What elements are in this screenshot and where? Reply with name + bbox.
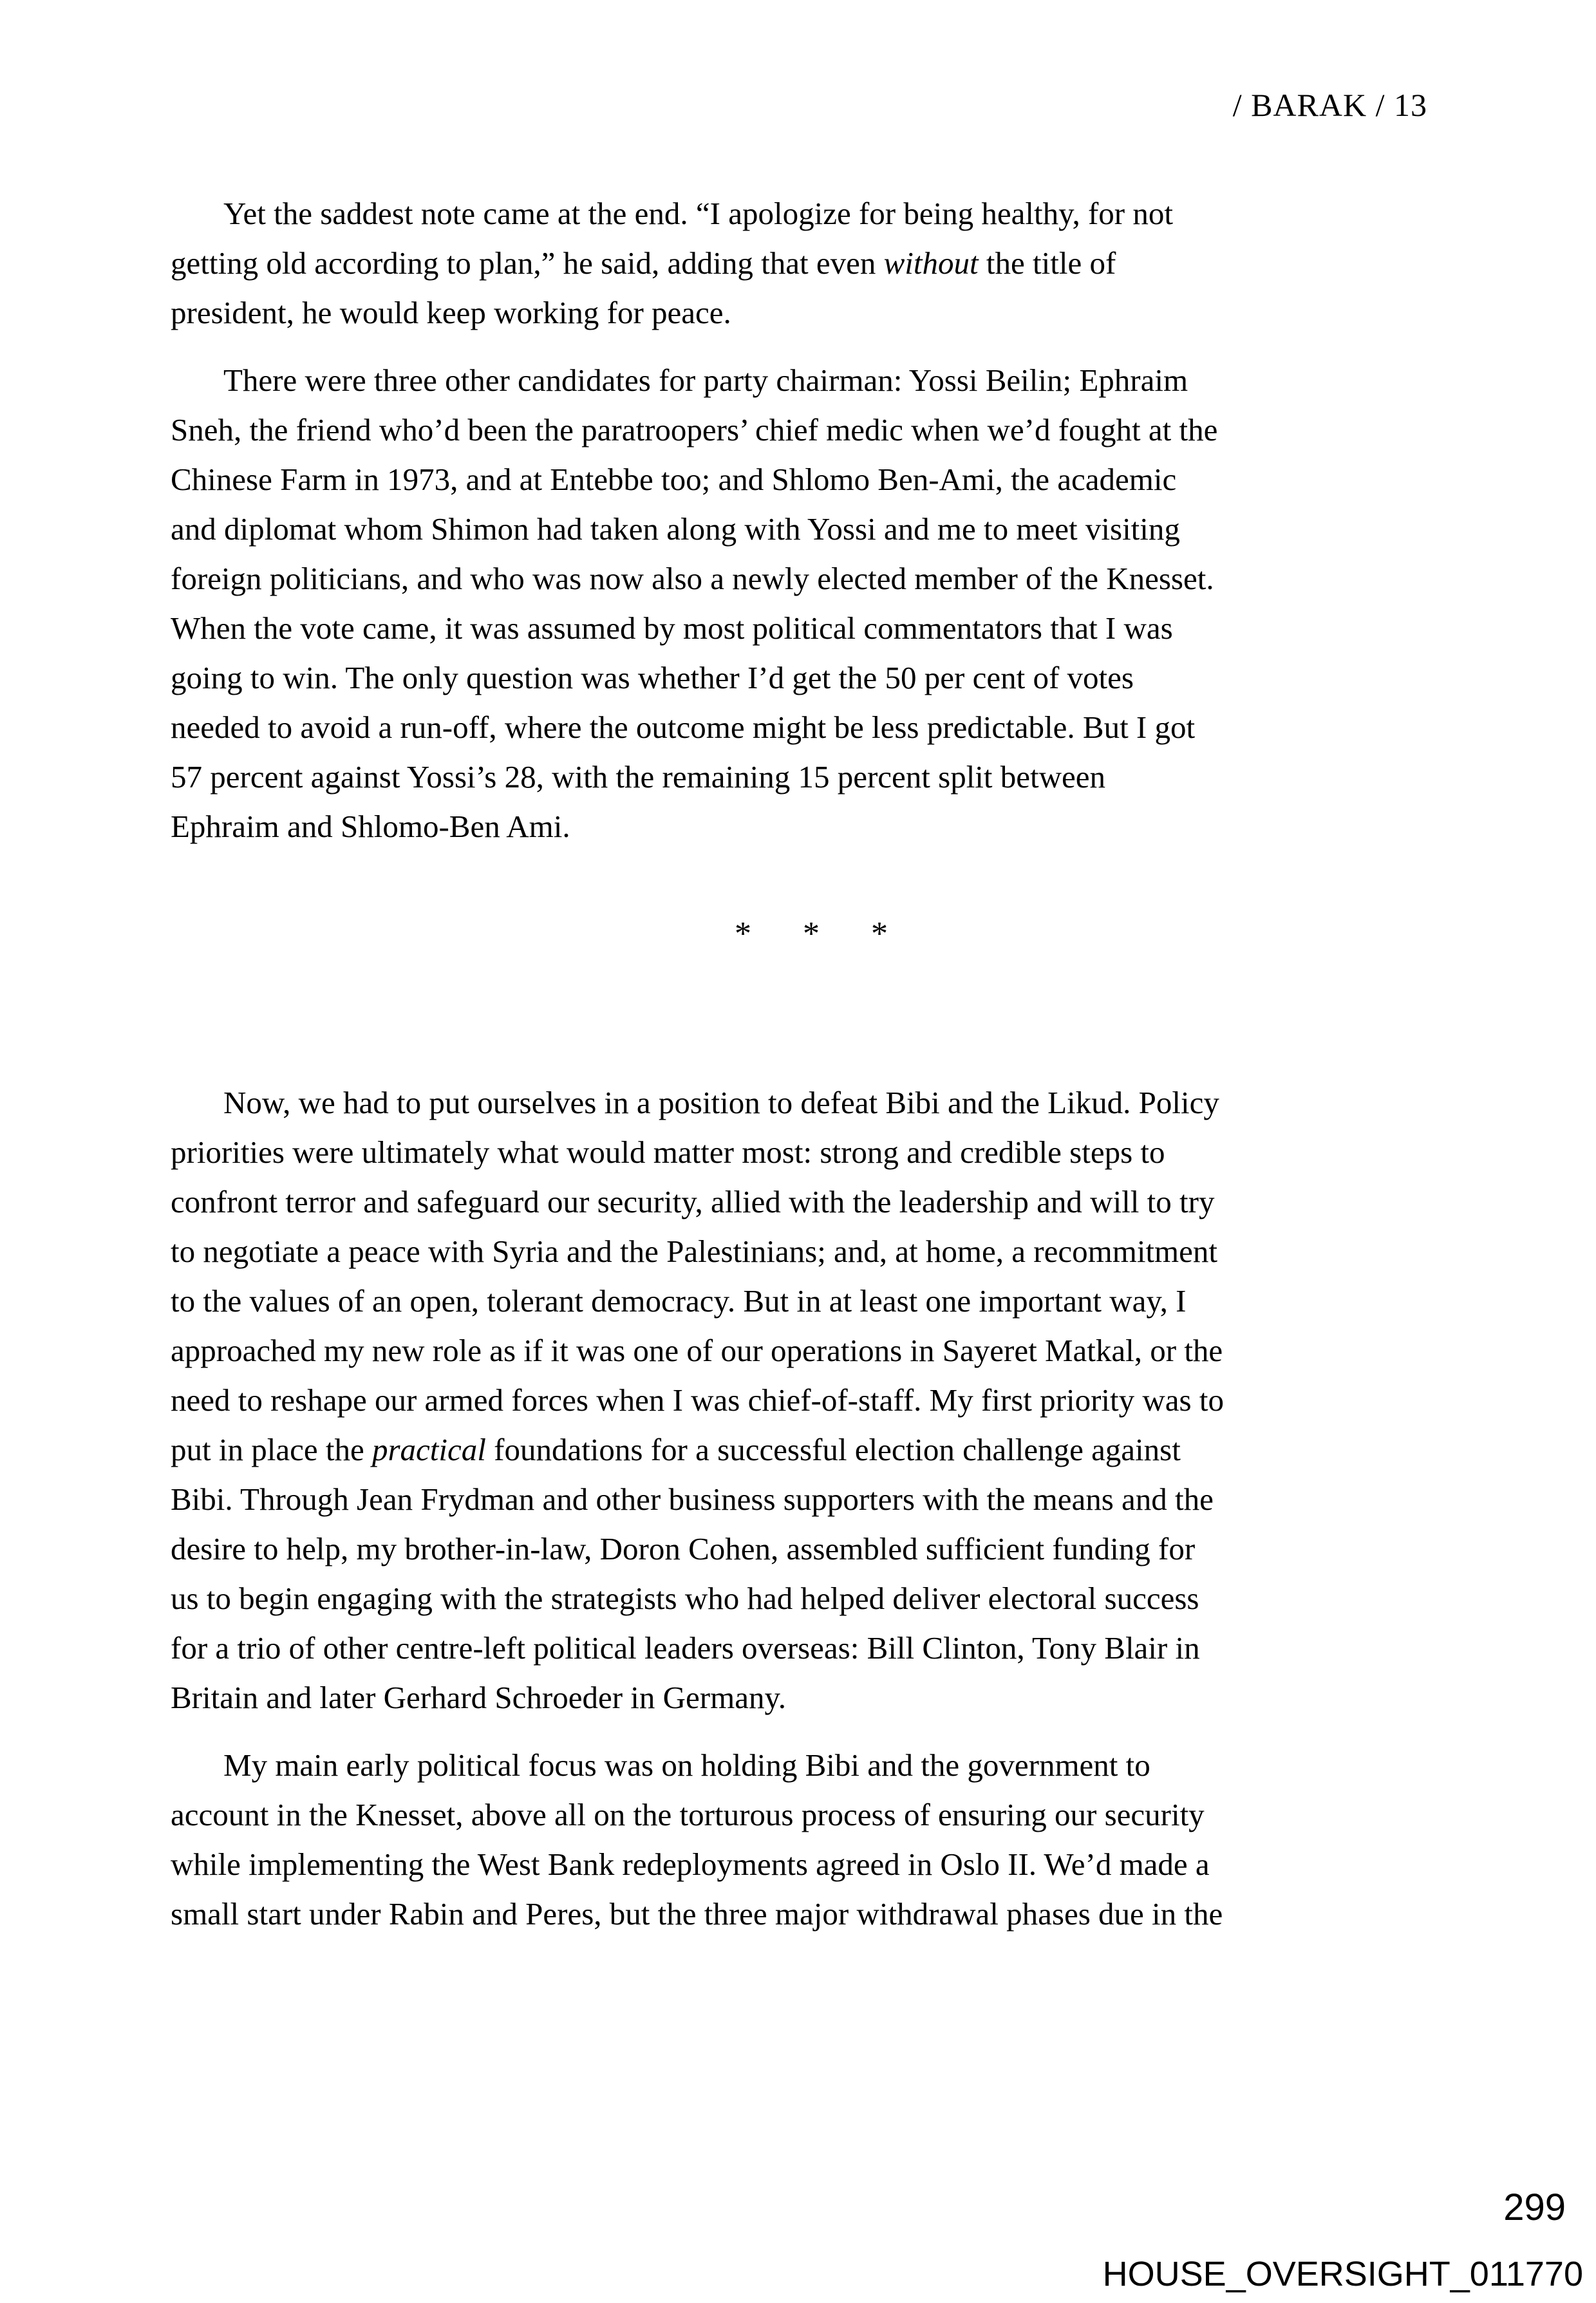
separator-asterisk: *: [735, 916, 751, 952]
section-separator: [171, 909, 1452, 959]
text-run: small start under Rabin and Peres, but the three major withdrawal phases due in the: [171, 1896, 1223, 1932]
paragraph: [171, 1740, 1452, 1939]
text-run: approached my new role as if it was one of our operations in Sayeret Matkal, or the: [171, 1333, 1223, 1368]
text-run: without: [883, 245, 979, 281]
page-body: [171, 189, 1452, 1957]
text-run: Chinese Farm in 1973, and at Entebbe too; and Shlomo Ben-Ami, the academic: [171, 462, 1177, 497]
text-run: 57 percent against Yossi’s 28, with the remaining 15 percent split between: [171, 759, 1106, 794]
text-run: Ephraim and Shlomo-Ben Ami.: [171, 809, 570, 844]
running-header: / BARAK / 13: [1232, 87, 1427, 123]
text-run: going to win. The only question was whether I’d get the 50 per cent of votes: [171, 660, 1134, 695]
text-run: the title of: [978, 245, 1116, 281]
text-run: priorities were ultimately what would matter most: strong and credible steps to: [171, 1134, 1165, 1170]
text-run: foundations for a successful election challenge against: [485, 1432, 1181, 1467]
text-run: When the vote came, it was assumed by most political commentators that I was: [171, 610, 1173, 646]
text-run: confront terror and safeguard our security, allied with the leadership and will to try: [171, 1184, 1215, 1219]
text-run: Sneh, the friend who’d been the paratroopers’ chief medic when we’d fought at the: [171, 412, 1218, 447]
oversight-stamp: HOUSE_OVERSIGHT_011770: [1102, 2255, 1583, 2293]
text-run: needed to avoid a run-off, where the outcome might be less predictable. But I got: [171, 710, 1196, 745]
paragraph: [171, 1078, 1452, 1722]
page-number: 299: [1503, 2186, 1566, 2228]
text-run: Now, we had to put ourselves in a position to defeat Bibi and the Likud. Policy: [223, 1085, 1219, 1120]
text-section: [171, 1078, 1452, 1939]
text-section: [171, 189, 1452, 851]
text-run: desire to help, my brother-in-law, Doron Cohen, assembled sufficient funding for: [171, 1531, 1196, 1566]
text-run: Britain and later Gerhard Schroeder in Germany.: [171, 1680, 787, 1715]
paragraph: [171, 189, 1452, 337]
text-run: to negotiate a peace with Syria and the Palestinians; and, at home, a recommitment: [171, 1234, 1218, 1269]
text-run: Yet the saddest note came at the end. “I apologize for being healthy, for not: [223, 196, 1173, 231]
text-run: There were three other candidates for party chairman: Yossi Beilin; Ephraim: [223, 362, 1188, 398]
separator-asterisk: *: [803, 916, 820, 952]
text-run: and diplomat whom Shimon had taken along with Yossi and me to meet visiting: [171, 511, 1180, 547]
text-run: practical: [371, 1432, 486, 1467]
paragraph: [171, 355, 1452, 851]
text-run: getting old according to plan,” he said, adding that even: [171, 245, 884, 281]
text-run: account in the Knesset, above all on the torturous process of ensuring our security: [171, 1797, 1205, 1832]
text-run: us to begin engaging with the strategists who had helped deliver electoral success: [171, 1581, 1199, 1616]
text-run: Bibi. Through Jean Frydman and other business supporters with the means and the: [171, 1481, 1214, 1517]
text-run: president, he would keep working for peace.: [171, 295, 731, 330]
text-run: foreign politicians, and who was now also a newly elected member of the Knesset.: [171, 561, 1214, 596]
separator-asterisk: *: [871, 916, 888, 952]
text-run: while implementing the West Bank redeployments agreed in Oslo II. We’d made a: [171, 1847, 1210, 1882]
text-run: put in place the: [171, 1432, 372, 1467]
text-run: My main early political focus was on holding Bibi and the government to: [223, 1747, 1150, 1783]
text-run: for a trio of other centre-left political leaders overseas: Bill Clinton, Tony Blair in: [171, 1630, 1200, 1666]
text-run: to the values of an open, tolerant democracy. But in at least one important way, I: [171, 1283, 1187, 1319]
text-run: need to reshape our armed forces when I was chief-of-staff. My first priority was to: [171, 1382, 1224, 1418]
